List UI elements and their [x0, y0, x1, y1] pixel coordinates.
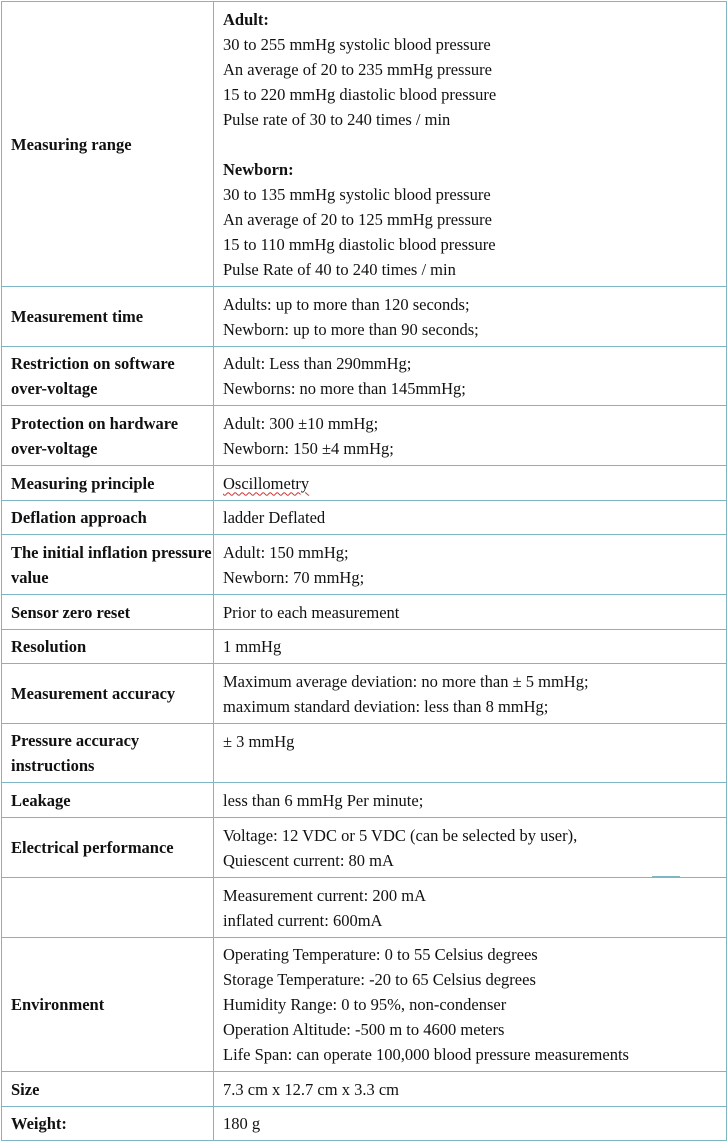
spec-value-line: maximum standard deviation: less than 8 mmHg; — [223, 696, 549, 716]
spec-value-line: An average of 20 to 235 mmHg pressure — [223, 59, 492, 79]
spec-value-line: Adult: 300 ±10 mmHg; — [223, 413, 379, 433]
spec-value-line: ladder Deflated — [223, 508, 326, 527]
spec-value — [214, 595, 727, 630]
spec-label: The initial inflation pressure value — [2, 535, 214, 595]
specifications-table — [1, 1, 727, 1141]
spec-row-pressure-accuracy-instructions — [2, 724, 727, 783]
spec-row-electrical-performance-cont — [2, 878, 727, 938]
spec-value — [214, 630, 727, 664]
spec-label: Size — [2, 1072, 214, 1107]
spec-value-line: Adult: Less than 290mmHg; — [223, 354, 412, 373]
spec-value — [214, 347, 727, 406]
spec-label: Deflation approach — [2, 501, 214, 535]
spec-value — [214, 878, 727, 938]
spec-row-software-over-voltage — [2, 347, 727, 406]
spec-value — [214, 466, 727, 501]
spec-value-line: Prior to each measurement — [223, 602, 400, 622]
spec-value-line: Measurement current: 200 mA — [223, 885, 426, 905]
spec-value-line: Pulse rate of 30 to 240 times / min — [223, 109, 451, 129]
spec-label: Weight: — [2, 1107, 214, 1141]
spec-label: Measurement accuracy — [2, 664, 214, 724]
spec-value-line: Newborn: up to more than 90 seconds; — [223, 319, 479, 339]
spec-label: Protection on hardware over-voltage — [2, 406, 214, 466]
spec-value — [214, 938, 727, 1072]
spec-row-environment — [2, 938, 727, 1072]
spec-value-line: less than 6 mmHg Per minute; — [223, 790, 424, 810]
spec-value — [214, 535, 727, 595]
spec-value-line: Quiescent current: 80 mA — [223, 850, 394, 870]
spec-label: Leakage — [2, 783, 214, 818]
spec-value-line: Humidity Range: 0 to 95%, non-condenser — [223, 995, 507, 1014]
spec-value-line: Adults: up to more than 120 seconds; — [223, 294, 470, 314]
spec-value — [214, 724, 727, 783]
spec-value — [214, 1107, 727, 1141]
spec-row-measuring-range — [2, 2, 727, 287]
spec-value-line: Newborn: 150 ±4 mmHg; — [223, 438, 394, 458]
spec-value-line: Oscillometry — [223, 473, 310, 493]
spec-value-line: inflated current: 600mA — [223, 910, 383, 930]
spec-label: Measuring range — [2, 2, 214, 287]
spec-row-deflation-approach — [2, 501, 727, 535]
spec-value-line: Voltage: 12 VDC or 5 VDC (can be selected by user), — [223, 825, 578, 845]
spec-value-heading: Newborn: — [223, 159, 294, 179]
stray-line-mark — [652, 876, 680, 877]
spec-label: Measurement time — [2, 287, 214, 347]
spec-value-line: Adult: 150 mmHg; — [223, 542, 349, 562]
spec-value — [214, 664, 727, 724]
spec-value-line: 30 to 135 mmHg systolic blood pressure — [223, 184, 491, 204]
spec-value-line: 1 mmHg — [223, 637, 282, 656]
spec-row-leakage — [2, 783, 727, 818]
spec-value-line: 30 to 255 mmHg systolic blood pressure — [223, 34, 491, 54]
spec-label: Measuring principle — [2, 466, 214, 501]
spec-value — [214, 287, 727, 347]
spec-label: Restriction on software over-voltage — [2, 347, 214, 406]
spec-row-electrical-performance — [2, 818, 727, 878]
spec-label: Environment — [2, 938, 214, 1072]
spec-value-line: Newborns: no more than 145mmHg; — [223, 379, 466, 398]
spec-value — [214, 783, 727, 818]
spec-value-line: 15 to 220 mmHg diastolic blood pressure — [223, 84, 497, 104]
spec-label: Electrical performance — [2, 818, 214, 878]
spec-row-weight — [2, 1107, 727, 1141]
spec-value-line: An average of 20 to 125 mmHg pressure — [223, 209, 492, 229]
spec-value-line: Life Span: can operate 100,000 blood pressure measurements — [223, 1045, 629, 1064]
spec-value-line: 180 g — [223, 1114, 261, 1133]
spec-value-line: Operating Temperature: 0 to 55 Celsius degrees — [223, 945, 538, 964]
spec-value-line: 15 to 110 mmHg diastolic blood pressure — [223, 234, 496, 254]
spec-row-sensor-zero-reset — [2, 595, 727, 630]
spec-value-line: Pulse Rate of 40 to 240 times / min — [223, 259, 456, 279]
spec-value-line: Operation Altitude: -500 m to 4600 meters — [223, 1020, 505, 1039]
spec-value — [214, 406, 727, 466]
spec-value-line: Maximum average deviation: no more than ± 5 mmHg; — [223, 671, 589, 691]
spec-row-initial-inflation-pressure — [2, 535, 727, 595]
spec-value-line: 7.3 cm x 12.7 cm x 3.3 cm — [223, 1079, 399, 1099]
spec-label: Resolution — [2, 630, 214, 664]
spec-row-resolution — [2, 630, 727, 664]
spec-row-measurement-accuracy — [2, 664, 727, 724]
spec-value — [214, 501, 727, 535]
spec-label: Pressure accuracy instructions — [2, 724, 214, 783]
spec-label — [2, 878, 214, 938]
spec-row-hardware-over-voltage — [2, 406, 727, 466]
spec-row-size — [2, 1072, 727, 1107]
spec-row-measurement-time — [2, 287, 727, 347]
spec-value-line: ± 3 mmHg — [223, 732, 295, 751]
spec-value — [214, 818, 727, 878]
spec-value-line: Newborn: 70 mmHg; — [223, 567, 365, 587]
spec-value-heading: Adult: — [223, 9, 269, 29]
spec-value — [214, 1072, 727, 1107]
spec-row-measuring-principle — [2, 466, 727, 501]
spec-value — [214, 2, 727, 287]
spec-label: Sensor zero reset — [2, 595, 214, 630]
spec-value-line: Storage Temperature: -20 to 65 Celsius degrees — [223, 970, 536, 989]
